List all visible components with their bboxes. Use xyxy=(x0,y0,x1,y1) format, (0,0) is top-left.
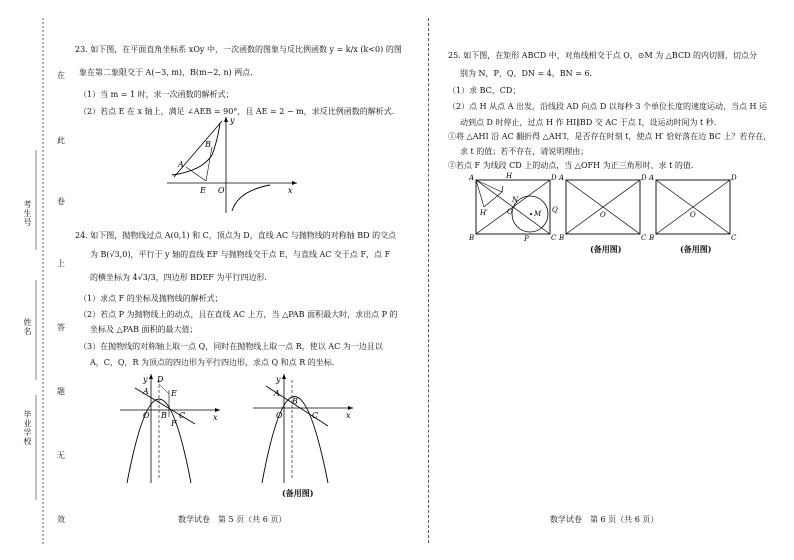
q25-spare1-label-C: C xyxy=(641,234,647,242)
q25-main-label-A: A xyxy=(469,174,475,182)
q25-spare1-label-O: O xyxy=(600,211,606,219)
q24-line3: 的横坐标为 4√3/3，四边形 BDEF 为平行四边形. xyxy=(90,273,267,282)
q23-part1: （1）当 m = 1 时，求一次函数的解析式； xyxy=(79,90,234,99)
q23-fig-label-A: A xyxy=(178,160,184,169)
q25-part2b: 动到点 D 时停止，过点 H 作 HI∥BD 交 AC 于点 I，设运动时间为 t 秒. xyxy=(460,118,717,127)
q25-spare-caption-2: (备用图) xyxy=(680,244,712,254)
q25-main-label-P: P xyxy=(524,235,529,242)
q25-spare-figure-1 xyxy=(558,172,648,242)
q24-line1: 24. 如下图，抛物线过点 A(0,1) 和 C，顶点为 D，直线 AC 与抛物线的对称轴 BD 的交点 xyxy=(75,231,397,240)
q23-fig-label-y: y xyxy=(230,116,235,125)
q24-fig1-label-O: O xyxy=(143,411,150,420)
margin-char-8: 效 xyxy=(57,515,65,524)
margin-char-5: 答 xyxy=(57,323,65,332)
q25-main-label-N: N xyxy=(512,196,519,204)
q25-spare-figure-2 xyxy=(648,172,738,242)
q24-fig1-label-y: y xyxy=(143,375,148,384)
q24-part3a: （3）在抛物线的对称轴上取一点 Q，同时在抛物线上取一点 R，使以 AC 为一边且以 xyxy=(79,342,383,351)
q25-spare2-label-A: A xyxy=(649,174,655,182)
q24-fig1-label-D: D xyxy=(157,375,164,384)
q24-fig2-label-B: B xyxy=(292,397,298,406)
q25-spare1-label-D: D xyxy=(641,174,647,182)
q23-fig-label-O: O xyxy=(218,186,225,195)
footer-left: 数学试卷 第 5 页（共 6 页） xyxy=(178,515,287,524)
page-divider xyxy=(428,18,429,543)
q25-sub-a1: ①将 △AHI 沿 AC 翻折得 △AH′I，是否存在时刻 t，使点 H′ 恰好落在边 BC 上？若存在， xyxy=(448,132,772,141)
q24-fig1-label-C: C xyxy=(179,411,186,420)
q25-spare1-label-B: B xyxy=(559,234,565,242)
q24-fig1-label-B: B xyxy=(161,411,167,420)
q25-main-label-B: B xyxy=(469,234,475,242)
q23-figure xyxy=(162,115,302,215)
q25-part2a: （2）点 H 从点 A 出发，沿线段 AD 向点 D 以每秒 3 个单位长度的速度运动，当点 H 运 xyxy=(448,102,768,111)
binding-margin xyxy=(0,0,65,560)
q25-spare1-label-A: A xyxy=(559,174,565,182)
q25-main-label-C: C xyxy=(551,234,557,242)
q25-spare2-label-D: D xyxy=(731,174,737,182)
margin-label-school: 毕业学校 xyxy=(23,410,32,446)
q24-part2b: 坐标及 △PAB 面积的最大值； xyxy=(90,325,198,334)
q25-main-label-Q: Q xyxy=(552,206,558,214)
q25-spare2-label-C: C xyxy=(731,234,737,242)
margin-char-1: 在 xyxy=(57,71,65,80)
margin-lines xyxy=(0,0,60,560)
margin-char-7: 无 xyxy=(57,451,65,460)
q23-line2: 象在第二象限交于 A(−3, m)，B(m−2, n) 两点. xyxy=(79,68,253,77)
margin-char-2: 此 xyxy=(57,136,65,145)
q25-main-label-H: H xyxy=(506,172,513,180)
q24-fig2-label-x: x xyxy=(346,411,351,420)
q25-spare2-label-B: B xyxy=(649,234,655,242)
q24-figure-2 xyxy=(248,370,358,485)
q25-sub-b: ②若点 F 为线段 CD 上的动点，当 △OFH 为正三角形时，求 t 的值. xyxy=(448,161,694,170)
q25-spare2-label-O: O xyxy=(690,211,696,219)
q25-main-label-O: O xyxy=(507,208,513,216)
q24-fig2-label-A: A xyxy=(274,389,280,398)
q24-fig2-label-y: y xyxy=(276,375,281,384)
q24-spare-caption: (备用图) xyxy=(282,488,314,498)
footer-right: 数学试卷 第 6 页（共 6 页） xyxy=(550,515,659,524)
q23-line1: 23. 如下图，在平面直角坐标系 xOy 中，一次函数的图象与反比例函数 y = k/x (k<0) 的图 xyxy=(75,45,402,54)
q24-part3b: A，C，Q，R 为顶点的四边形为平行四边形，求点 Q 和点 R 的坐标. xyxy=(90,358,335,367)
q25-spare-caption-1: (备用图) xyxy=(590,244,622,254)
margin-label-name: 姓名 xyxy=(23,318,32,336)
q24-line2: 为 B(√3,0)，平行于 y 轴的直线 EF 与抛物线交于点 E，与直线 AC 交于点 F，点 F xyxy=(90,250,391,259)
margin-char-3: 卷 xyxy=(57,197,65,206)
q25-line1: 25. 如下图，在矩形 ABCD 中，对角线相交于点 O，⊙M 为 △BCD 的内切圆，切点分 xyxy=(448,51,758,60)
q24-fig1-label-A: A xyxy=(143,387,149,396)
q25-main-label-M: M xyxy=(534,210,542,218)
q24-fig2-label-O: O xyxy=(276,411,283,420)
q23-fig-label-E: E xyxy=(200,186,206,195)
q24-figure-1 xyxy=(115,370,225,485)
q23-fig-label-x: x xyxy=(288,186,293,195)
q24-fig1-label-E: E xyxy=(171,389,177,398)
q25-sub-a2: 求 t 的值；若不存在，请说明理由； xyxy=(460,147,589,156)
q25-line2: 别为 N，P，Q，DN = 4，BN = 6. xyxy=(460,69,593,78)
q25-main-label-Hprime: H′ xyxy=(480,209,488,217)
q25-main-figure xyxy=(468,172,558,242)
q24-part1: （1）求点 F 的坐标及抛物线的解析式； xyxy=(79,294,223,303)
q25-main-label-D: D xyxy=(551,174,557,182)
q24-fig1-label-x: x xyxy=(213,413,218,422)
q24-fig2-label-C: C xyxy=(312,411,319,420)
margin-char-4: 上 xyxy=(57,259,65,268)
q25-main-label-I: I xyxy=(501,186,504,194)
q24-part2a: （2）若点 P 为抛物线上的动点，且在直线 AC 上方，当 △PAB 面积最大时，求出点 P 的 xyxy=(79,310,398,319)
margin-char-6: 题 xyxy=(57,387,65,396)
q24-fig1-label-F: F xyxy=(171,419,177,428)
q23-fig-label-B: B xyxy=(205,140,211,149)
q25-part1: （1）求 BC，CD； xyxy=(448,86,521,95)
q23-part2: （2）若点 E 在 x 轴上，满足 ∠AEB = 90°，且 AE = 2 − m，求反比例函数的解析式. xyxy=(79,107,395,116)
margin-label-exam-number: 考生号 xyxy=(23,200,32,227)
